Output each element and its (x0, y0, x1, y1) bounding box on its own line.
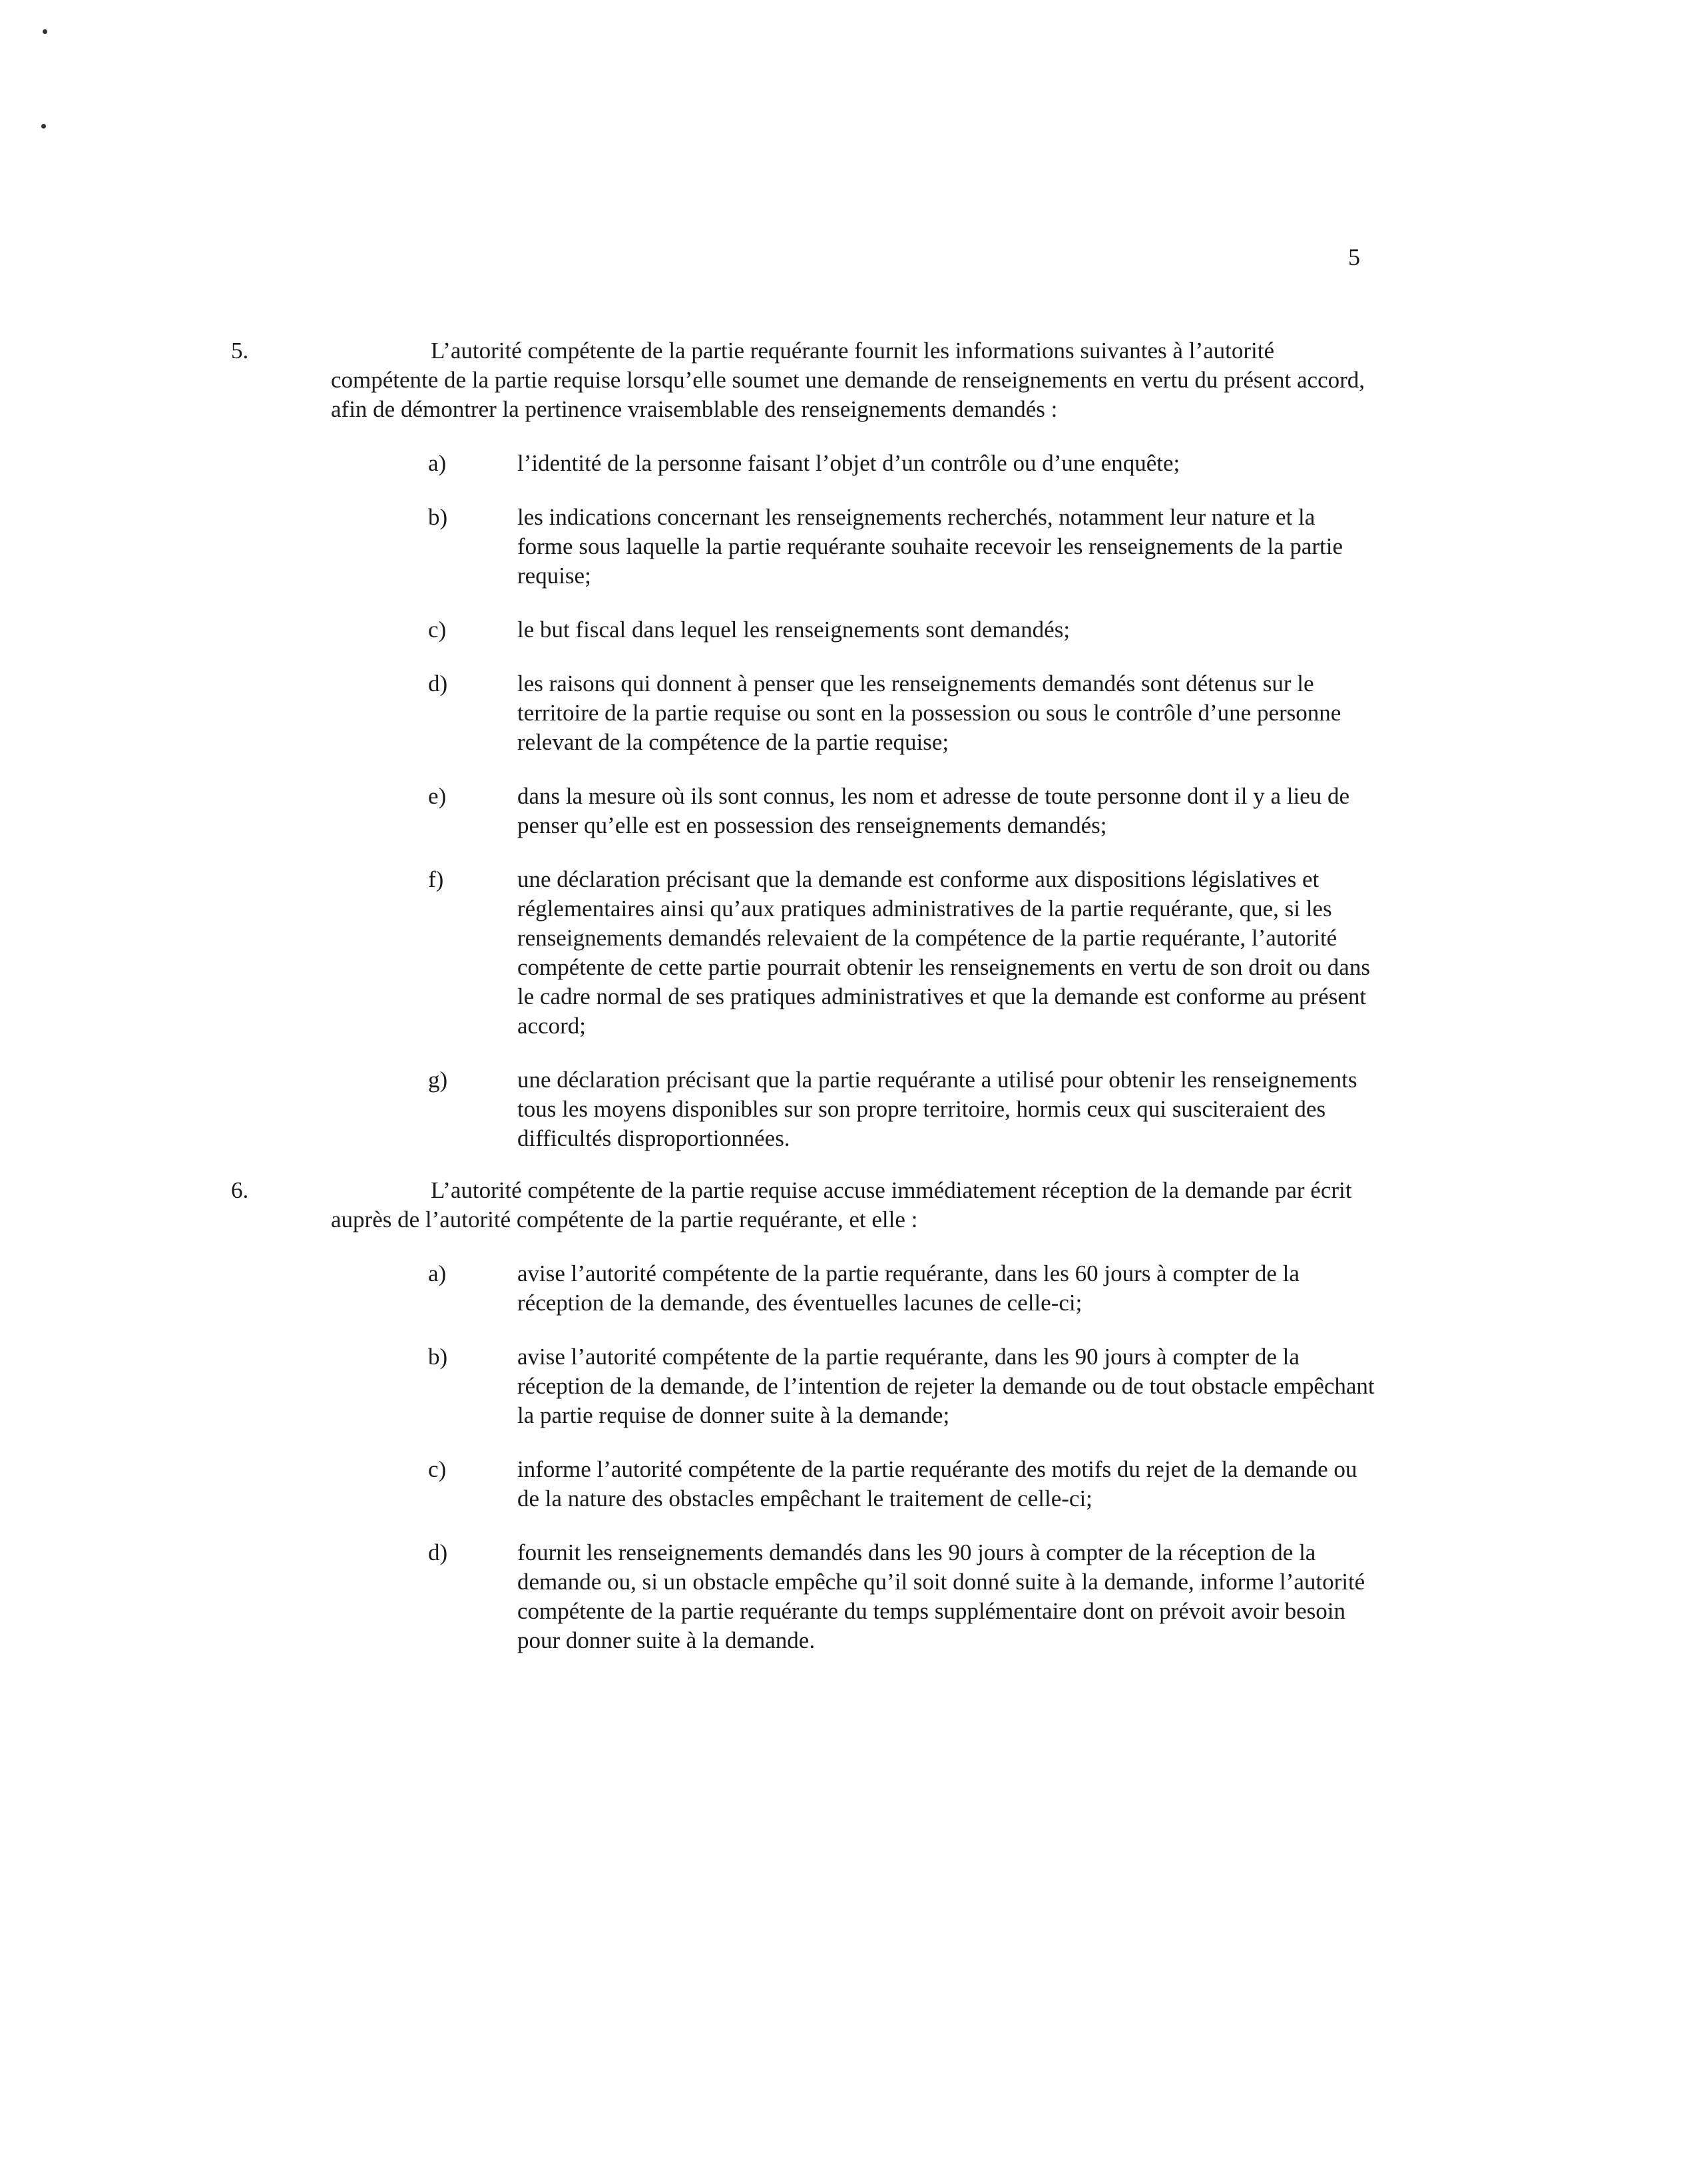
item-text: fournit les renseignements demandés dans les 90 jours à compter de la réception de la demande ou, si un obstacle empêche qu’il soit donné suite à la demande, informe l’autorité compétente de la partie requérante du temps supplémentaire dont on prévoit avoir besoin pour donner suite à la demande. (517, 1539, 1365, 1653)
paragraph-text: L’autorité compétente de la partie requérante fournit les informations suivantes à l’autorité compétente de la partie requise lorsqu’elle soumet une demande de renseignements en vertu du présent accord, afin de démontrer la pertinence vraisemblable des renseignements demandés : (331, 338, 1365, 422)
paragraph-number: 5. (231, 338, 249, 364)
item-letter: a) (428, 450, 447, 476)
item-text: l’identité de la personne faisant l’objet d’un contrôle ou d’une enquête; (517, 450, 1180, 476)
item-text: dans la mesure où ils sont connus, les nom et adresse de toute personne dont il y a lieu de penser qu’elle est en possession des renseignements demandés; (517, 783, 1350, 838)
scan-artifact-dot (41, 124, 46, 129)
item-letter: c) (428, 617, 447, 643)
paragraph-number: 6. (231, 1177, 249, 1203)
item-text: avise l’autorité compétente de la partie requérante, dans les 90 jours à compter de la réception de la demande, de l’intention de rejeter la demande ou de tout obstacle empêchant la partie requise de donner suite à la demande; (517, 1344, 1375, 1428)
item-letter: b) (428, 504, 448, 530)
scan-artifact-dot (43, 29, 47, 34)
item-letter: b) (428, 1344, 448, 1370)
item-letter: d) (428, 1539, 448, 1565)
item-letter: d) (428, 671, 448, 696)
list-item (331, 1342, 1376, 1430)
item-text: une déclaration précisant que la demande est conforme aux dispositions législatives et réglementaires ainsi qu’aux pratiques administratives de la partie requérante, que, si les renseignements demandés relevaient de la compétence de la partie requérante, l’autorité compétente de cette partie pourrait obtenir les renseignements en vertu de son droit ou dans le cadre normal de ses pratiques administratives et que la demande est conforme au présent accord; (517, 866, 1370, 1039)
item-letter: a) (428, 1260, 447, 1286)
page-number: 5 (1348, 244, 1360, 270)
item-text: le but fiscal dans lequel les renseignements sont demandés; (517, 617, 1071, 643)
list-item (331, 1538, 1376, 1655)
item-text: les raisons qui donnent à penser que les renseignements demandés sont détenus sur le territoire de la partie requise ou sont en la possession ou sous le contrôle d’une personne relevant de la compétence de la partie requise; (517, 671, 1341, 755)
paragraph-5 (231, 336, 1376, 424)
list-item (331, 615, 1376, 645)
list-item (331, 1065, 1376, 1153)
list-item (331, 865, 1376, 1041)
document-body (231, 336, 1376, 1680)
item-list (331, 449, 1376, 1153)
paragraph-text: L’autorité compétente de la partie requise accuse immédiatement réception de la demande par écrit auprès de l’autorité compétente de la partie requérante, et elle : (331, 1177, 1352, 1232)
item-letter: g) (428, 1067, 448, 1093)
item-text: informe l’autorité compétente de la partie requérante des motifs du rejet de la demande ou de la nature des obstacles empêchant le traitement de celle-ci; (517, 1456, 1357, 1511)
paragraph-6 (231, 1176, 1376, 1234)
item-text: une déclaration précisant que la partie requérante a utilisé pour obtenir les renseignements tous les moyens disponibles sur son propre territoire, hormis ceux qui susciteraient des difficultés disproportionnées. (517, 1067, 1357, 1151)
list-item (331, 1455, 1376, 1513)
list-item (331, 669, 1376, 757)
item-letter: e) (428, 783, 447, 809)
list-item (331, 449, 1376, 478)
section-6 (231, 1176, 1376, 1655)
item-text: avise l’autorité compétente de la partie requérante, dans les 60 jours à compter de la réception de la demande, des éventuelles lacunes de celle-ci; (517, 1260, 1300, 1316)
list-item (331, 1259, 1376, 1318)
list-item (331, 503, 1376, 591)
section-5 (231, 336, 1376, 1153)
item-list (331, 1259, 1376, 1655)
item-text: les indications concernant les renseignements recherchés, notamment leur nature et la forme sous laquelle la partie requérante souhaite recevoir les renseignements de la partie requise; (517, 504, 1343, 589)
item-letter: c) (428, 1456, 447, 1482)
list-item (331, 782, 1376, 840)
item-letter: f) (428, 866, 444, 892)
